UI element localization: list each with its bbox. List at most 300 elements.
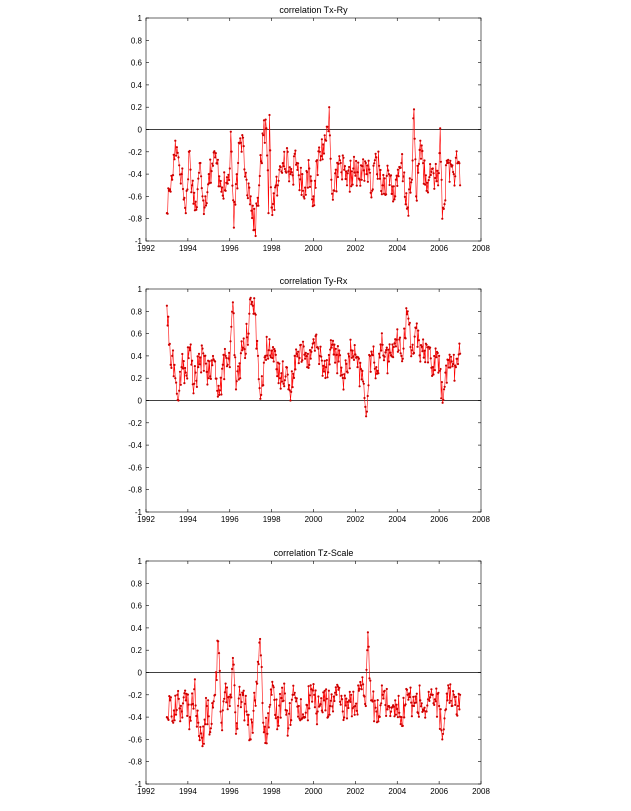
chart-panel-3 xyxy=(128,548,490,796)
data-point xyxy=(276,375,278,377)
data-point xyxy=(362,158,364,160)
data-point xyxy=(260,394,262,396)
data-point xyxy=(342,154,344,156)
data-point xyxy=(185,212,187,214)
data-point xyxy=(180,182,182,184)
data-point xyxy=(289,702,291,704)
data-point xyxy=(236,728,238,730)
data-point xyxy=(438,355,440,357)
data-point xyxy=(434,369,436,371)
data-point xyxy=(418,339,420,341)
data-point xyxy=(338,163,340,165)
data-point xyxy=(317,695,319,697)
data-point xyxy=(255,348,257,350)
data-point xyxy=(206,723,208,725)
x-tick-label: 1996 xyxy=(220,244,239,253)
data-point xyxy=(184,207,186,209)
data-point xyxy=(405,203,407,205)
y-tick-label: -1 xyxy=(134,508,142,517)
data-point xyxy=(243,337,245,339)
data-point xyxy=(304,358,306,360)
data-point xyxy=(383,359,385,361)
data-point xyxy=(176,709,178,711)
data-point xyxy=(271,681,273,683)
x-tick-label: 2000 xyxy=(304,244,323,253)
data-point xyxy=(426,182,428,184)
data-point xyxy=(400,716,402,718)
data-point xyxy=(178,707,180,709)
data-point xyxy=(407,699,409,701)
data-point xyxy=(331,693,333,695)
data-point xyxy=(191,692,193,694)
data-point xyxy=(396,185,398,187)
data-point xyxy=(402,697,404,699)
data-point xyxy=(413,705,415,707)
data-point xyxy=(352,167,354,169)
data-point xyxy=(395,179,397,181)
data-point xyxy=(361,165,363,167)
data-point xyxy=(169,343,171,345)
data-point xyxy=(381,684,383,686)
data-point xyxy=(200,175,202,177)
data-point xyxy=(240,142,242,144)
data-point xyxy=(384,351,386,353)
data-point xyxy=(271,206,273,208)
data-point xyxy=(393,198,395,200)
data-point xyxy=(195,201,197,203)
data-point xyxy=(406,313,408,315)
data-point xyxy=(359,362,361,364)
x-tick-label: 2002 xyxy=(346,515,365,524)
data-point xyxy=(181,353,183,355)
data-point xyxy=(386,347,388,349)
data-point xyxy=(347,371,349,373)
data-point xyxy=(420,705,422,707)
data-point xyxy=(365,669,367,671)
data-point xyxy=(367,181,369,183)
data-point xyxy=(194,365,196,367)
data-point xyxy=(247,197,249,199)
data-point xyxy=(419,360,421,362)
data-point xyxy=(420,158,422,160)
data-point xyxy=(447,359,449,361)
data-point xyxy=(229,705,231,707)
data-point xyxy=(250,195,252,197)
data-point xyxy=(198,172,200,174)
data-point xyxy=(238,697,240,699)
data-point xyxy=(325,688,327,690)
data-point xyxy=(313,342,315,344)
data-point xyxy=(331,193,333,195)
data-point xyxy=(396,708,398,710)
data-point xyxy=(246,336,248,338)
data-point xyxy=(197,178,199,180)
data-point xyxy=(229,167,231,169)
data-point xyxy=(359,688,361,690)
data-point xyxy=(256,340,258,342)
data-point xyxy=(217,396,219,398)
data-point xyxy=(186,715,188,717)
data-point xyxy=(229,340,231,342)
data-point xyxy=(389,343,391,345)
data-point xyxy=(295,348,297,350)
data-point xyxy=(361,179,363,181)
data-point xyxy=(232,199,234,201)
data-point xyxy=(218,394,220,396)
data-point xyxy=(446,693,448,695)
data-point xyxy=(219,389,221,391)
data-point xyxy=(443,208,445,210)
chart-panel-1 xyxy=(128,5,490,253)
data-point xyxy=(415,701,417,703)
data-point xyxy=(441,381,443,383)
data-point xyxy=(351,715,353,717)
data-point xyxy=(426,704,428,706)
data-point xyxy=(398,349,400,351)
data-point xyxy=(374,159,376,161)
data-point xyxy=(422,338,424,340)
data-point xyxy=(323,152,325,154)
data-point xyxy=(322,711,324,713)
data-point xyxy=(283,683,285,685)
data-point xyxy=(288,180,290,182)
data-point xyxy=(180,705,182,707)
data-point xyxy=(175,714,177,716)
data-point xyxy=(285,172,287,174)
data-point xyxy=(203,213,205,215)
data-point xyxy=(247,724,249,726)
data-point xyxy=(381,193,383,195)
series-line xyxy=(167,298,460,416)
data-point xyxy=(419,149,421,151)
data-point xyxy=(222,195,224,197)
data-point xyxy=(397,716,399,718)
data-point xyxy=(234,356,236,358)
data-point xyxy=(417,712,419,714)
data-point xyxy=(177,156,179,158)
data-point xyxy=(289,166,291,168)
y-tick-label: 0 xyxy=(137,125,142,135)
data-point xyxy=(444,372,446,374)
data-point xyxy=(317,174,319,176)
data-point xyxy=(338,155,340,157)
chart-title: correlation Ty-Rx xyxy=(279,276,348,286)
data-point xyxy=(342,157,344,159)
data-point xyxy=(201,348,203,350)
y-tick-label: 0.2 xyxy=(130,646,142,656)
x-tick-label: 2004 xyxy=(388,787,407,796)
y-tick-label: 1 xyxy=(137,557,142,566)
data-point xyxy=(379,356,381,358)
data-point xyxy=(452,171,454,173)
data-point xyxy=(408,188,410,190)
data-point xyxy=(435,700,437,702)
data-point xyxy=(368,168,370,170)
data-point xyxy=(258,378,260,380)
data-point xyxy=(439,127,441,129)
data-point xyxy=(409,177,411,179)
data-point xyxy=(388,360,390,362)
data-point xyxy=(365,415,367,417)
data-point xyxy=(278,382,280,384)
data-point xyxy=(430,171,432,173)
data-point xyxy=(275,368,277,370)
data-point xyxy=(291,370,293,372)
data-point xyxy=(213,700,215,702)
data-point xyxy=(324,709,326,711)
data-point xyxy=(408,692,410,694)
data-point xyxy=(428,176,430,178)
data-point xyxy=(450,700,452,702)
data-point xyxy=(283,151,285,153)
data-point xyxy=(372,345,374,347)
data-point xyxy=(220,191,222,193)
data-point xyxy=(296,353,298,355)
data-point xyxy=(268,706,270,708)
data-point xyxy=(307,719,309,721)
data-point xyxy=(173,364,175,366)
data-point xyxy=(183,696,185,698)
y-tick-label: 0.8 xyxy=(130,579,142,589)
data-point xyxy=(311,701,313,703)
data-point xyxy=(211,723,213,725)
data-point xyxy=(208,173,210,175)
data-point xyxy=(376,173,378,175)
data-point xyxy=(305,712,307,714)
data-point xyxy=(172,174,174,176)
data-point xyxy=(204,206,206,208)
x-tick-label: 2006 xyxy=(430,787,449,796)
data-point xyxy=(340,162,342,164)
data-point xyxy=(222,198,224,200)
data-point xyxy=(450,356,452,358)
data-point xyxy=(386,165,388,167)
data-point xyxy=(197,710,199,712)
data-point xyxy=(337,176,339,178)
data-point xyxy=(456,358,458,360)
data-point xyxy=(424,361,426,363)
data-point xyxy=(266,336,268,338)
data-point xyxy=(276,728,278,730)
data-point xyxy=(303,345,305,347)
data-point xyxy=(210,182,212,184)
data-point xyxy=(440,708,442,710)
data-point xyxy=(232,657,234,659)
data-point xyxy=(428,691,430,693)
data-point xyxy=(341,698,343,700)
data-point xyxy=(263,731,265,733)
data-point xyxy=(244,357,246,359)
data-point xyxy=(443,203,445,205)
data-point xyxy=(216,163,218,165)
data-point xyxy=(248,313,250,315)
data-point xyxy=(250,738,252,740)
data-point xyxy=(349,160,351,162)
data-point xyxy=(292,373,294,375)
data-point xyxy=(326,698,328,700)
data-point xyxy=(370,351,372,353)
data-point xyxy=(457,705,459,707)
y-tick-label: -0.4 xyxy=(128,170,142,180)
data-point xyxy=(407,318,409,320)
data-point xyxy=(286,710,288,712)
x-tick-label: 1994 xyxy=(178,244,197,253)
data-point xyxy=(349,191,351,193)
data-point xyxy=(313,694,315,696)
data-point xyxy=(413,108,415,110)
data-point xyxy=(227,183,229,185)
data-point xyxy=(348,355,350,357)
data-point xyxy=(208,733,210,735)
data-point xyxy=(259,638,261,640)
data-point xyxy=(373,362,375,364)
data-point xyxy=(453,184,455,186)
data-point xyxy=(180,384,182,386)
data-point xyxy=(423,707,425,709)
data-point xyxy=(205,204,207,206)
data-point xyxy=(343,169,345,171)
x-tick-label: 2000 xyxy=(304,515,323,524)
data-point xyxy=(362,683,364,685)
data-point xyxy=(361,370,363,372)
data-point xyxy=(259,154,261,156)
data-point xyxy=(206,371,208,373)
data-point xyxy=(397,169,399,171)
data-point xyxy=(349,701,351,703)
data-point xyxy=(385,349,387,351)
data-point xyxy=(433,172,435,174)
data-point xyxy=(290,391,292,393)
data-point xyxy=(445,708,447,710)
data-point xyxy=(177,690,179,692)
data-point xyxy=(281,172,283,174)
data-point xyxy=(273,699,275,701)
data-point xyxy=(241,701,243,703)
data-point xyxy=(344,165,346,167)
data-point xyxy=(197,188,199,190)
data-point xyxy=(362,380,364,382)
data-point xyxy=(311,198,313,200)
data-point xyxy=(436,170,438,172)
data-point xyxy=(424,184,426,186)
data-point xyxy=(415,327,417,329)
data-point xyxy=(244,176,246,178)
data-point xyxy=(433,355,435,357)
data-point xyxy=(252,710,254,712)
data-point xyxy=(243,719,245,721)
data-point xyxy=(233,312,235,314)
data-point xyxy=(392,356,394,358)
data-point xyxy=(435,356,437,358)
data-point xyxy=(167,719,169,721)
data-point xyxy=(229,694,231,696)
data-point xyxy=(182,702,184,704)
data-point xyxy=(327,716,329,718)
data-point xyxy=(356,366,358,368)
data-point xyxy=(236,370,238,372)
data-point xyxy=(281,687,283,689)
data-point xyxy=(278,169,280,171)
data-point xyxy=(405,703,407,705)
data-point xyxy=(453,694,455,696)
data-point xyxy=(321,138,323,140)
data-point xyxy=(372,690,374,692)
data-point xyxy=(402,358,404,360)
x-tick-label: 2006 xyxy=(430,244,449,253)
data-point xyxy=(255,314,257,316)
data-point xyxy=(265,127,267,129)
data-point xyxy=(174,140,176,142)
y-tick-label: -0.4 xyxy=(128,713,142,723)
data-point xyxy=(236,380,238,382)
y-tick-label: -1 xyxy=(134,237,142,246)
data-point xyxy=(252,305,254,307)
data-point xyxy=(398,175,400,177)
data-point xyxy=(287,170,289,172)
data-point xyxy=(398,338,400,340)
data-point xyxy=(363,397,365,399)
data-point xyxy=(269,704,271,706)
data-point xyxy=(225,357,227,359)
data-point xyxy=(273,360,275,362)
data-point xyxy=(177,399,179,401)
data-point xyxy=(324,377,326,379)
data-point xyxy=(218,652,220,654)
data-point xyxy=(272,203,274,205)
data-point xyxy=(272,346,274,348)
data-point xyxy=(193,192,195,194)
data-point xyxy=(346,717,348,719)
data-point xyxy=(230,326,232,328)
data-point xyxy=(332,710,334,712)
data-point xyxy=(282,700,284,702)
data-point xyxy=(278,363,280,365)
data-point xyxy=(423,159,425,161)
data-point xyxy=(198,353,200,355)
data-point xyxy=(268,338,270,340)
data-point xyxy=(418,163,420,165)
data-point xyxy=(252,732,254,734)
data-point xyxy=(233,354,235,356)
data-point xyxy=(338,689,340,691)
data-point xyxy=(191,184,193,186)
data-point xyxy=(259,175,261,177)
data-point xyxy=(169,188,171,190)
data-point xyxy=(175,155,177,157)
data-point xyxy=(204,355,206,357)
data-point xyxy=(333,353,335,355)
data-point xyxy=(194,678,196,680)
data-point xyxy=(323,699,325,701)
data-point xyxy=(344,377,346,379)
data-point xyxy=(342,710,344,712)
x-tick-label: 2006 xyxy=(430,515,449,524)
data-point xyxy=(273,686,275,688)
data-point xyxy=(242,694,244,696)
data-point xyxy=(253,692,255,694)
data-point xyxy=(239,694,241,696)
data-point xyxy=(282,360,284,362)
y-tick-label: 0.4 xyxy=(130,623,142,633)
y-tick-label: 0 xyxy=(137,396,142,406)
data-point xyxy=(239,137,241,139)
data-point xyxy=(215,378,217,380)
data-point xyxy=(437,372,439,374)
data-point xyxy=(416,693,418,695)
data-point xyxy=(190,720,192,722)
data-point xyxy=(297,716,299,718)
data-point xyxy=(293,155,295,157)
